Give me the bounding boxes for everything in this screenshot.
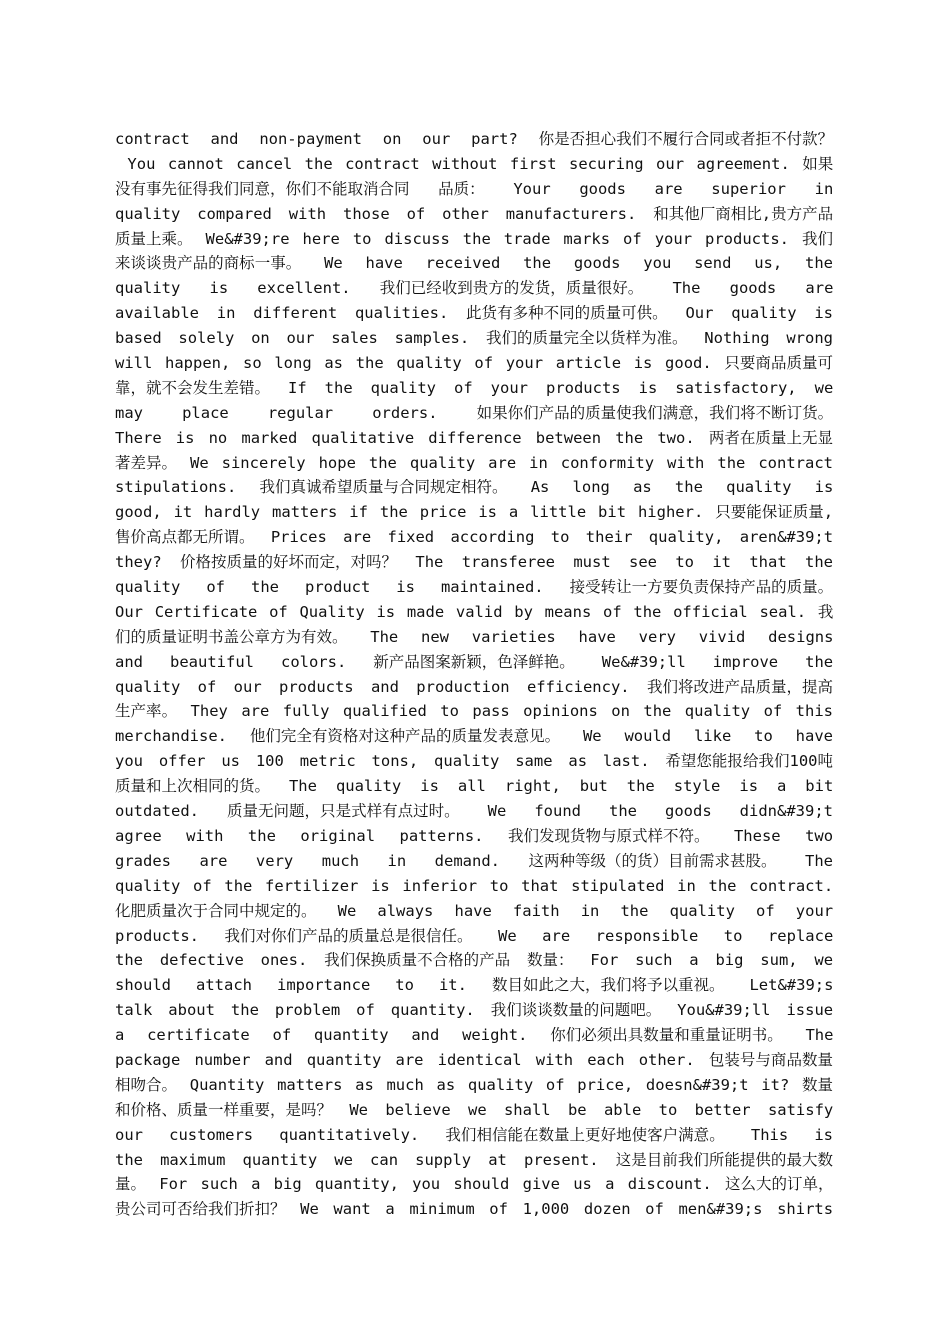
text-line: 化肥质量次于合同中规定的。 We always have faith in the quality of your [115, 901, 834, 920]
text-line: merchandise. 他们完全有资格对这种产品的质量发表意见。 We would like to have [115, 727, 833, 746]
text-line: the maximum quantity we can supply at present. 这是目前我们所能提供的最大数 [115, 1150, 833, 1169]
text-line: they? 价格按质量的好坏而定，对吗？ The transferee must see to it that the [115, 553, 833, 572]
text-line: There is no marked qualitative difference between the two. 两者在质量上无显 [115, 428, 833, 447]
text-line: products. 我们对你们产品的质量总是很信任。 We are responsible to replace [115, 926, 834, 945]
text-line: 质量上乘。 We&#39;re here to discuss the trade marks of your products. 我们 [115, 229, 833, 248]
text-line: quality of the product is maintained. 接受转让一方要负责保持产品的质量。 [115, 578, 834, 597]
text-line: 贵公司可否给我们折扣？ We want a minimum of 1,000 dozen of men&#39;s shirts [115, 1200, 834, 1219]
text-line: may place regular orders. 如果你们产品的质量使我们满意，我们将不断订货。 [115, 403, 834, 422]
text-line: will happen, so long as the quality of your article is good. 只要商品质量可 [115, 354, 833, 373]
text-line: a certificate of quantity and weight. 你们必须出具数量和重量证明书。 The [115, 1026, 834, 1045]
text-line: Our Certificate of Quality is made valid by means of the official seal. 我 [115, 602, 834, 621]
text-line: based solely on our sales samples. 我们的质量完全以货样为准。 Nothing wrong [115, 329, 833, 348]
text-line: 和价格、质量一样重要，是吗？ We believe we shall be able to better satisfy [115, 1100, 834, 1119]
text-line: 相吻合。 Quantity matters as much as quality of price, doesn&#39;t it? 数量 [115, 1075, 833, 1094]
text-line: stipulations. 我们真诚希望质量与合同规定相符。 As long as the quality is [115, 478, 834, 497]
body-text [115, 127, 833, 1222]
text-line: our customers quantitatively. 我们相信能在数量上更好地使客户满意。 This is [115, 1125, 833, 1144]
text-line: 售价高点都无所谓。 Prices are fixed according to their quality, aren&#39;t [115, 528, 834, 547]
text-line: 靠，就不会发生差错。 If the quality of your products is satisfactory, we [115, 378, 834, 397]
text-line: quality compared with those of other manufacturers. 和其他厂商相比,贵方产品 [115, 204, 834, 223]
text-line: 没有事先征得我们同意，你们不能取消合同 品质： Your goods are superior in [115, 179, 834, 198]
text-line: should attach importance to it. 数目如此之大，我们将予以重视。 Let&#39;s [115, 976, 834, 995]
text-line: 量。 For such a big quantity, you should give us a discount. 这么大的订单， [115, 1175, 834, 1194]
text-line: quality of the fertilizer is inferior to that stipulated in the contract. [115, 876, 834, 895]
text-line: 来谈谈贵产品的商标一事。 We have received the goods you send us, the [115, 254, 833, 273]
text-line: quality of our products and production efficiency. 我们将改进产品质量，提高 [115, 677, 833, 696]
text-line: agree with the original patterns. 我们发现货物与原式样不符。 These two [115, 826, 834, 845]
text-line: quality is excellent. 我们已经收到贵方的发货，质量很好。 The goods are [115, 279, 834, 298]
text-line: You cannot cancel the contract without first securing our agreement. 如果 [115, 154, 834, 173]
text-line: available in different qualities. 此货有多种不同的质量可供。 Our quality is [115, 304, 833, 323]
text-line: talk about the problem of quantity. 我们谈谈数量的问题吧。 You&#39;ll issue [115, 1001, 834, 1020]
text-line: contract and non-payment on our part? 你是否担心我们不履行合同或者拒不付款？ [115, 130, 834, 148]
text-line: outdated. 质量无问题，只是式样有点过时。 We found the goods didn&#39;t [115, 802, 833, 821]
text-line: package number and quantity are identical with each other. 包装号与商品数量 [115, 1050, 833, 1069]
text-line: the defective ones. 我们保换质量不合格的产品 数量： For such a big sum, we [115, 951, 834, 970]
text-line: you offer us 100 metric tons, quality same as last. 希望您能报给我们100吨 [115, 752, 833, 771]
text-line: 著差异。 We sincerely hope the quality are in conformity with the contract [115, 453, 833, 472]
text-line: 们的质量证明书盖公章方为有效。 The new varieties have very vivid designs [115, 627, 834, 646]
text-line: 生产率。 They are fully qualified to pass opinions on the quality of this [115, 702, 833, 721]
text-line: good, it hardly matters if the price is a little bit higher. 只要能保证质量, [115, 503, 834, 522]
text-line: grades are very much in demand. 这两种等级（的货）目前需求甚股。 The [115, 851, 833, 870]
text-line: 质量和上次相同的货。 The quality is all right, but the style is a bit [115, 777, 834, 796]
text-line: and beautiful colors. 新产品图案新颖，色泽鲜艳。 We&#39;ll improve the [115, 652, 834, 671]
